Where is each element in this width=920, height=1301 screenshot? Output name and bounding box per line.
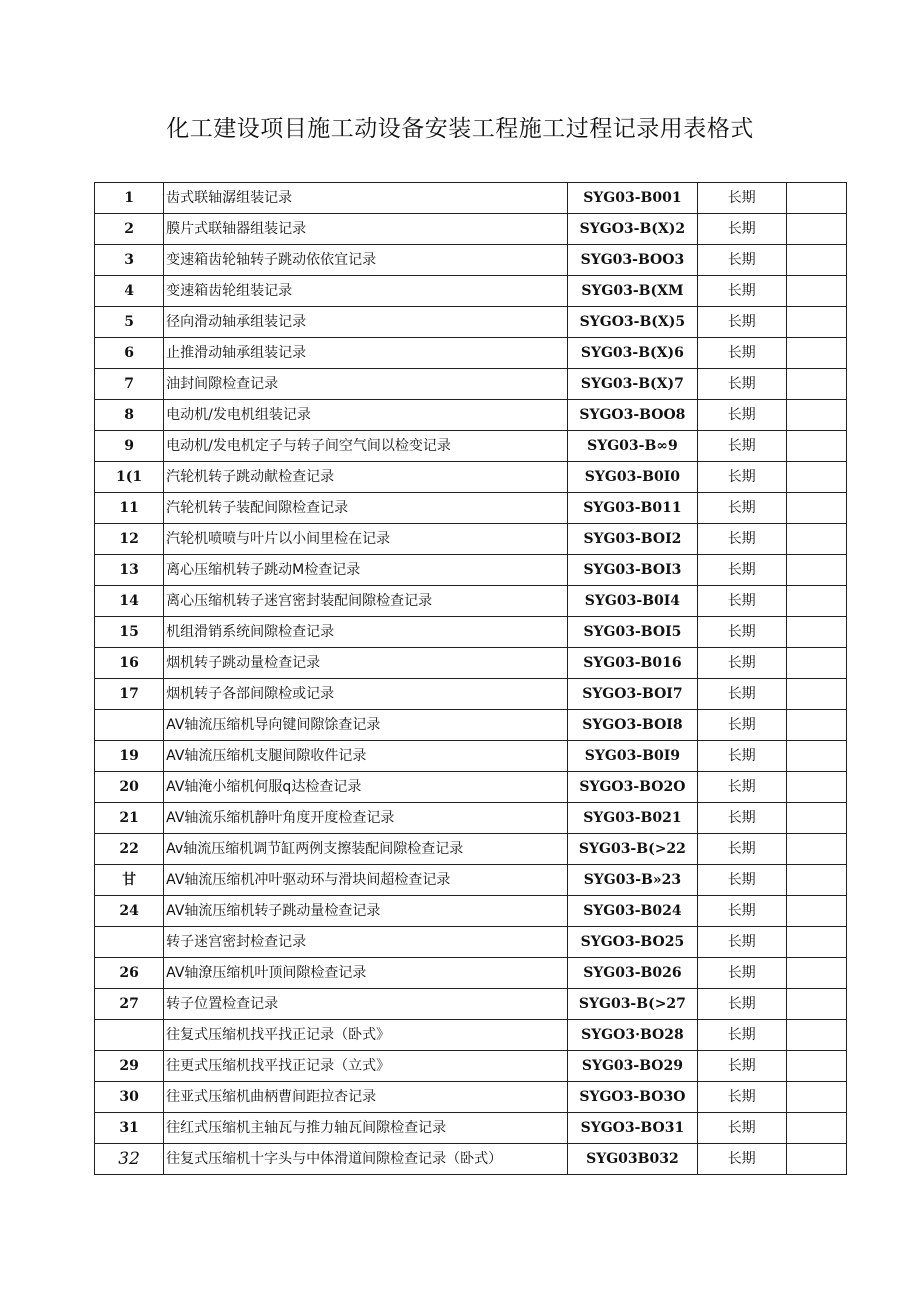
- retention-term: 长期: [697, 214, 786, 245]
- table-body: [95, 183, 847, 1175]
- row-number: 5: [95, 307, 164, 338]
- record-name: 变速箱齿轮组装记录: [164, 276, 568, 307]
- row-number: 6: [95, 338, 164, 369]
- retention-term: 长期: [697, 617, 786, 648]
- record-name: 机组滑销系统间隙检查记录: [164, 617, 568, 648]
- table-row: [95, 524, 847, 555]
- table-row: [95, 834, 847, 865]
- table-row: [95, 183, 847, 214]
- remarks-cell: [786, 555, 846, 586]
- row-number: 2: [95, 214, 164, 245]
- table-row: [95, 214, 847, 245]
- remarks-cell: [786, 617, 846, 648]
- retention-term: 长期: [697, 803, 786, 834]
- remarks-cell: [786, 1082, 846, 1113]
- row-number: 13: [95, 555, 164, 586]
- record-name: AV轴流压缩机转子跳动量检查记录: [164, 896, 568, 927]
- form-code: SYGO3·BO28: [568, 1020, 697, 1051]
- table-row: [95, 617, 847, 648]
- record-name: AV轴流压缩机冲叶驱动环与滑块间超检查记录: [164, 865, 568, 896]
- retention-term: 长期: [697, 648, 786, 679]
- remarks-cell: [786, 803, 846, 834]
- record-name: 膜片式联轴器组装记录: [164, 214, 568, 245]
- record-name: 汽轮机转子跳动献检查记录: [164, 462, 568, 493]
- record-name: 油封间隙检查记录: [164, 369, 568, 400]
- record-name: 离心压缩机转子跳动M检查记录: [164, 555, 568, 586]
- form-code: SYG03-B(X)7: [568, 369, 697, 400]
- form-code: SYGO3-B(X)2: [568, 214, 697, 245]
- remarks-cell: [786, 307, 846, 338]
- form-code: SYG03-B∞9: [568, 431, 697, 462]
- form-code: SYG03-BOI2: [568, 524, 697, 555]
- remarks-cell: [786, 896, 846, 927]
- retention-term: 长期: [697, 1082, 786, 1113]
- form-code: SYG03-B001: [568, 183, 697, 214]
- row-number: 26: [95, 958, 164, 989]
- table-row: [95, 276, 847, 307]
- record-name: 电动机/发电机定子与转子间空气间以检变记录: [164, 431, 568, 462]
- remarks-cell: [786, 400, 846, 431]
- row-number: 15: [95, 617, 164, 648]
- table-row: [95, 989, 847, 1020]
- form-code: SYG03-B(>22: [568, 834, 697, 865]
- row-number: 甘: [95, 865, 164, 896]
- remarks-cell: [786, 493, 846, 524]
- form-code: SYG03-BOO3: [568, 245, 697, 276]
- table-row: [95, 245, 847, 276]
- page-title: 化工建设项目施工动设备安装工程施工过程记录用表格式: [166, 116, 754, 142]
- record-name: 径向滑动轴承组装记录: [164, 307, 568, 338]
- form-code: SYG03-B(X)6: [568, 338, 697, 369]
- record-name: AV轴潦压缩机叶顶间隙检查记录: [164, 958, 568, 989]
- remarks-cell: [786, 245, 846, 276]
- row-number: 32: [95, 1144, 164, 1175]
- record-name: AV轴流压缩机导向键间隙馀查记录: [164, 710, 568, 741]
- table-row: [95, 1082, 847, 1113]
- remarks-cell: [786, 989, 846, 1020]
- remarks-cell: [786, 927, 846, 958]
- record-name: 往更式压缩机找平找正记录（立式》: [164, 1051, 568, 1082]
- retention-term: 长期: [697, 927, 786, 958]
- row-number: 20: [95, 772, 164, 803]
- retention-term: 长期: [697, 710, 786, 741]
- form-code: SYGO3-BO31: [568, 1113, 697, 1144]
- row-number: 1(1: [95, 462, 164, 493]
- table-row: [95, 431, 847, 462]
- record-name: 往复式压缩机找平找正记录（卧式》: [164, 1020, 568, 1051]
- record-name: 电动机/发电机组装记录: [164, 400, 568, 431]
- retention-term: 长期: [697, 431, 786, 462]
- row-number: 19: [95, 741, 164, 772]
- row-number: 4: [95, 276, 164, 307]
- retention-term: 长期: [697, 338, 786, 369]
- table-row: [95, 958, 847, 989]
- form-code: SYGO3-BOO8: [568, 400, 697, 431]
- retention-term: 长期: [697, 586, 786, 617]
- row-number: 7: [95, 369, 164, 400]
- form-code: SYGO3-B(X)5: [568, 307, 697, 338]
- retention-term: 长期: [697, 276, 786, 307]
- form-code: SYG03-B024: [568, 896, 697, 927]
- table-row: [95, 679, 847, 710]
- table-row: [95, 1144, 847, 1175]
- retention-term: 长期: [697, 183, 786, 214]
- remarks-cell: [786, 369, 846, 400]
- table-row: [95, 772, 847, 803]
- table-row: [95, 865, 847, 896]
- row-number: 29: [95, 1051, 164, 1082]
- retention-term: 长期: [697, 524, 786, 555]
- form-code: SYGO3-BOI8: [568, 710, 697, 741]
- row-number: 11: [95, 493, 164, 524]
- form-code: SYG03-B0I4: [568, 586, 697, 617]
- row-number: [95, 710, 164, 741]
- record-name: 烟机转子跳动量检查记录: [164, 648, 568, 679]
- row-number: 27: [95, 989, 164, 1020]
- record-name: Av轴流压缩机调节缸两例支擦装配间隙检查记录: [164, 834, 568, 865]
- remarks-cell: [786, 431, 846, 462]
- record-name: 齿式联轴潺组装记录: [164, 183, 568, 214]
- table-row: [95, 803, 847, 834]
- form-code: SYG03-BOI3: [568, 555, 697, 586]
- retention-term: 长期: [697, 834, 786, 865]
- remarks-cell: [786, 214, 846, 245]
- row-number: 8: [95, 400, 164, 431]
- table-row: [95, 1020, 847, 1051]
- retention-term: 长期: [697, 989, 786, 1020]
- form-code: SYGO3-BO25: [568, 927, 697, 958]
- row-number: 9: [95, 431, 164, 462]
- remarks-cell: [786, 462, 846, 493]
- remarks-cell: [786, 1144, 846, 1175]
- table-row: [95, 896, 847, 927]
- row-number: 24: [95, 896, 164, 927]
- row-number: [95, 927, 164, 958]
- record-name: 往红式压缩机主轴瓦与推力轴瓦间隙检查记录: [164, 1113, 568, 1144]
- record-name: AV轴流乐缩机静叶角度开度检查记录: [164, 803, 568, 834]
- row-number: 1: [95, 183, 164, 214]
- record-name: 往亚式压缩机曲柄曹间距拉杏记录: [164, 1082, 568, 1113]
- table-row: [95, 369, 847, 400]
- form-code: SYG03-BO29: [568, 1051, 697, 1082]
- form-code: SYGO3-BOI7: [568, 679, 697, 710]
- retention-term: 长期: [697, 1020, 786, 1051]
- table-row: [95, 555, 847, 586]
- remarks-cell: [786, 276, 846, 307]
- remarks-cell: [786, 648, 846, 679]
- remarks-cell: [786, 710, 846, 741]
- table-row: [95, 462, 847, 493]
- retention-term: 长期: [697, 1051, 786, 1082]
- form-code: SYG03-B0I9: [568, 741, 697, 772]
- remarks-cell: [786, 679, 846, 710]
- retention-term: 长期: [697, 307, 786, 338]
- table-row: [95, 307, 847, 338]
- retention-term: 长期: [697, 1144, 786, 1175]
- record-name: 汽轮机转子装配间隙检查记录: [164, 493, 568, 524]
- row-number: [95, 1020, 164, 1051]
- form-code: SYG03-B016: [568, 648, 697, 679]
- remarks-cell: [786, 1051, 846, 1082]
- row-number: 17: [95, 679, 164, 710]
- remarks-cell: [786, 183, 846, 214]
- remarks-cell: [786, 772, 846, 803]
- record-name: 转子位置检查记录: [164, 989, 568, 1020]
- row-number: 22: [95, 834, 164, 865]
- form-code: SYG03-BOI5: [568, 617, 697, 648]
- row-number: 14: [95, 586, 164, 617]
- retention-term: 长期: [697, 958, 786, 989]
- form-code: SYG03-B011: [568, 493, 697, 524]
- row-number: 31: [95, 1113, 164, 1144]
- table-row: [95, 586, 847, 617]
- table-row: [95, 648, 847, 679]
- retention-term: 长期: [697, 400, 786, 431]
- form-code: SYG03-B0I0: [568, 462, 697, 493]
- remarks-cell: [786, 741, 846, 772]
- table-row: [95, 400, 847, 431]
- row-number: 12: [95, 524, 164, 555]
- form-code: SYGO3-BO3O: [568, 1082, 697, 1113]
- remarks-cell: [786, 834, 846, 865]
- record-name: 变速箱齿轮轴转子跳动依依宜记录: [164, 245, 568, 276]
- remarks-cell: [786, 958, 846, 989]
- table-row: [95, 1113, 847, 1144]
- form-code: SYGO3-BO2O: [568, 772, 697, 803]
- retention-term: 长期: [697, 741, 786, 772]
- retention-term: 长期: [697, 245, 786, 276]
- record-name: 止推滑动轴承组装记录: [164, 338, 568, 369]
- retention-term: 长期: [697, 896, 786, 927]
- remarks-cell: [786, 524, 846, 555]
- record-name: AV轴流压缩机支腿间隙收件记录: [164, 741, 568, 772]
- row-number: 21: [95, 803, 164, 834]
- remarks-cell: [786, 586, 846, 617]
- record-name: 汽轮机喷喷与叶片以小间里检在记录: [164, 524, 568, 555]
- form-code: SYG03-B(XM: [568, 276, 697, 307]
- record-name: AV轴淹小缩机何服q达检查记录: [164, 772, 568, 803]
- form-code: SYG03B032: [568, 1144, 697, 1175]
- remarks-cell: [786, 1020, 846, 1051]
- retention-term: 长期: [697, 1113, 786, 1144]
- record-name: 往复式压缩机十字头与中体滑道间隙检查记录（卧式）: [164, 1144, 568, 1175]
- table-row: [95, 338, 847, 369]
- form-code: SYG03-B026: [568, 958, 697, 989]
- form-code: SYG03-B»23: [568, 865, 697, 896]
- table-row: [95, 493, 847, 524]
- retention-term: 长期: [697, 462, 786, 493]
- row-number: 16: [95, 648, 164, 679]
- retention-term: 长期: [697, 679, 786, 710]
- retention-term: 长期: [697, 555, 786, 586]
- row-number: 3: [95, 245, 164, 276]
- form-code: SYG03-B021: [568, 803, 697, 834]
- table-row: [95, 710, 847, 741]
- row-number: 30: [95, 1082, 164, 1113]
- remarks-cell: [786, 338, 846, 369]
- retention-term: 长期: [697, 493, 786, 524]
- record-name: 烟机转子各部间隙检或记录: [164, 679, 568, 710]
- remarks-cell: [786, 1113, 846, 1144]
- table-row: [95, 927, 847, 958]
- remarks-cell: [786, 865, 846, 896]
- table-row: [95, 741, 847, 772]
- record-table: [94, 182, 847, 1175]
- record-name: 转子迷宫密封检查记录: [164, 927, 568, 958]
- table-row: [95, 1051, 847, 1082]
- record-name: 离心压缩机转子迷宫密封装配间隙检查记录: [164, 586, 568, 617]
- form-code: SYG03-B(>27: [568, 989, 697, 1020]
- retention-term: 长期: [697, 772, 786, 803]
- retention-term: 长期: [697, 369, 786, 400]
- retention-term: 长期: [697, 865, 786, 896]
